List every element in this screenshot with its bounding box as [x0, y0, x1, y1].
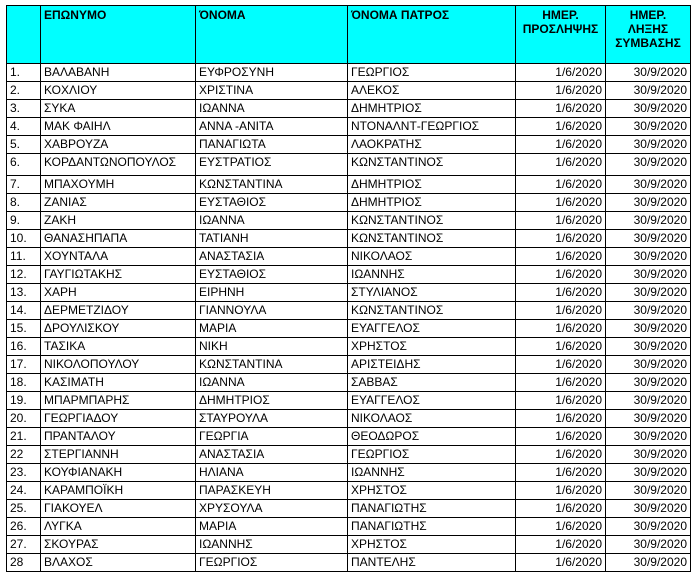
row-number: 7. [7, 176, 41, 194]
table-row [7, 212, 691, 230]
hire-date-cell: 1/6/2020 [516, 446, 606, 464]
first-name-cell: ΕΥΣΤΑΘΙΟΣ [196, 266, 348, 284]
end-date-cell: 30/9/2020 [606, 154, 691, 176]
end-date-cell: 30/9/2020 [606, 284, 691, 302]
father-name-cell: ΔΗΜΗΤΡΙΟΣ [348, 194, 516, 212]
table-row [7, 284, 691, 302]
row-number: 19. [7, 392, 41, 410]
surname-cell: ΔΡΟΥΛΙΣΚΟΥ [41, 320, 196, 338]
father-name-cell: ΣΤΥΛΙΑΝΟΣ [348, 284, 516, 302]
row-number: 22 [7, 446, 41, 464]
table-row [7, 176, 691, 194]
first-name-cell: ΑΝΑΣΤΑΣΙΑ [196, 248, 348, 266]
end-date-cell: 30/9/2020 [606, 194, 691, 212]
father-name-cell: ΝΙΚΟΛΑΟΣ [348, 248, 516, 266]
hire-date-cell: 1/6/2020 [516, 266, 606, 284]
first-name-cell: ΔΗΜΗΤΡΙΟΣ [196, 392, 348, 410]
employee-table [6, 5, 691, 572]
first-name-cell: ΓΙΑΝΝΟΥΛΑ [196, 302, 348, 320]
row-number: 11. [7, 248, 41, 266]
father-name-cell: ΑΛΕΚΟΣ [348, 82, 516, 100]
table-row [7, 154, 691, 176]
surname-cell: ΜΑΚ ΦΑΙΗΛ [41, 118, 196, 136]
first-name-cell: ΕΥΣΤΡΑΤΙΟΣ [196, 154, 348, 176]
first-name-cell: ΑΝΝΑ -ΑΝΙΤΑ [196, 118, 348, 136]
father-name-cell: ΚΩΝΣΤΑΝΤΙΝΟΣ [348, 154, 516, 176]
row-number: 28 [7, 554, 41, 572]
row-number: 25. [7, 500, 41, 518]
surname-cell: ΓΙΑΚΟΥΕΛ [41, 500, 196, 518]
father-name-cell: ΚΩΝΣΤΑΝΤΙΝΟΣ [348, 212, 516, 230]
table-header [7, 6, 691, 64]
end-date-cell: 30/9/2020 [606, 554, 691, 572]
row-number: 12. [7, 266, 41, 284]
surname-cell: ΒΑΛΑΒΑΝΗ [41, 64, 196, 82]
surname-cell: ΧΑΒΡΟΥΖΑ [41, 136, 196, 154]
row-number: 8. [7, 194, 41, 212]
first-name-cell: ΝΙΚΗ [196, 338, 348, 356]
hire-date-cell: 1/6/2020 [516, 518, 606, 536]
row-number: 2. [7, 82, 41, 100]
end-date-cell: 30/9/2020 [606, 392, 691, 410]
first-name-cell: ΕΥΦΡΟΣΥΝΗ [196, 64, 348, 82]
end-date-cell: 30/9/2020 [606, 536, 691, 554]
hire-date-cell: 1/6/2020 [516, 302, 606, 320]
surname-cell: ΚΟΡΔΑΝΤΩΝΟΠΟΥΛΟΣ [41, 154, 196, 176]
father-name-cell: ΚΩΝΣΤΑΝΤΙΝΟΣ [348, 230, 516, 248]
hire-date-cell: 1/6/2020 [516, 136, 606, 154]
hire-date-cell: 1/6/2020 [516, 392, 606, 410]
table-row [7, 518, 691, 536]
first-name-cell: ΕΥΣΤΑΘΙΟΣ [196, 194, 348, 212]
end-date-cell: 30/9/2020 [606, 230, 691, 248]
end-date-cell: 30/9/2020 [606, 518, 691, 536]
hire-date-cell: 1/6/2020 [516, 410, 606, 428]
row-number: 20. [7, 410, 41, 428]
row-number: 3. [7, 100, 41, 118]
father-name-cell: ΔΗΜΗΤΡΙΟΣ [348, 176, 516, 194]
surname-cell: ΧΑΡΗ [41, 284, 196, 302]
table-row [7, 248, 691, 266]
hire-date-cell: 1/6/2020 [516, 230, 606, 248]
first-name-cell: ΚΩΝΣΤΑΝΤΙΝΑ [196, 176, 348, 194]
father-name-cell: ΝΤΟΝΑΛΝΤ-ΓΕΩΡΓΙΟΣ [348, 118, 516, 136]
end-date-cell: 30/9/2020 [606, 500, 691, 518]
hire-date-cell: 1/6/2020 [516, 154, 606, 176]
end-date-cell: 30/9/2020 [606, 302, 691, 320]
row-number: 16. [7, 338, 41, 356]
surname-cell: ΣΚΟΥΡΑΣ [41, 536, 196, 554]
table-row [7, 374, 691, 392]
hire-date-cell: 1/6/2020 [516, 82, 606, 100]
surname-cell: ΧΟΥΝΤΑΛΑ [41, 248, 196, 266]
end-date-cell: 30/9/2020 [606, 118, 691, 136]
end-date-cell: 30/9/2020 [606, 464, 691, 482]
first-name-cell: ΠΑΡΑΣΚΕΥΗ [196, 482, 348, 500]
row-number: 6. [7, 154, 41, 176]
end-date-cell: 30/9/2020 [606, 176, 691, 194]
surname-cell: ΣΤΕΡΓΙΑΝΝΗ [41, 446, 196, 464]
end-date-cell: 30/9/2020 [606, 248, 691, 266]
first-name-cell: ΤΑΤΙΑΝΗ [196, 230, 348, 248]
table-row [7, 482, 691, 500]
father-name-cell: ΝΙΚΟΛΑΟΣ [348, 410, 516, 428]
table-row [7, 230, 691, 248]
surname-cell: ΓΑΥΓΙΩΤΑΚΗΣ [41, 266, 196, 284]
table-row [7, 82, 691, 100]
end-date-cell: 30/9/2020 [606, 100, 691, 118]
hire-date-cell: 1/6/2020 [516, 284, 606, 302]
first-name-cell: ΧΡΥΣΟΥΛΑ [196, 500, 348, 518]
end-date-cell: 30/9/2020 [606, 410, 691, 428]
father-name-cell: ΛΑΟΚΡΑΤΗΣ [348, 136, 516, 154]
end-date-cell: 30/9/2020 [606, 136, 691, 154]
row-number: 9. [7, 212, 41, 230]
hire-date-cell: 1/6/2020 [516, 338, 606, 356]
hire-date-cell: 1/6/2020 [516, 248, 606, 266]
hire-date-cell: 1/6/2020 [516, 320, 606, 338]
first-name-cell: ΚΩΝΣΤΑΝΤΙΝΑ [196, 356, 348, 374]
father-name-cell: ΠΑΝΑΓΙΩΤΗΣ [348, 518, 516, 536]
father-name-cell: ΚΩΝΣΤΑΝΤΙΝΟΣ [348, 302, 516, 320]
father-name-cell: ΔΗΜΗΤΡΙΟΣ [348, 100, 516, 118]
father-name-cell: ΠΑΝΤΕΛΗΣ [348, 554, 516, 572]
table-row [7, 464, 691, 482]
surname-cell: ΚΟΥΦΙΑΝΑΚΗ [41, 464, 196, 482]
table-row [7, 64, 691, 82]
row-number: 1. [7, 64, 41, 82]
hire-date-cell: 1/6/2020 [516, 356, 606, 374]
row-number: 15. [7, 320, 41, 338]
end-date-cell: 30/9/2020 [606, 320, 691, 338]
hire-date-cell: 1/6/2020 [516, 536, 606, 554]
table-row [7, 428, 691, 446]
header-end-date: ΗΜΕΡ. ΛΗΞΗΣ ΣΥΜΒΑΣΗΣ [606, 6, 691, 64]
table-row [7, 554, 691, 572]
first-name-cell: ΠΑΝΑΓΙΩΤΑ [196, 136, 348, 154]
first-name-cell: ΑΝΑΣΤΑΣΙΑ [196, 446, 348, 464]
first-name-cell: ΙΩΑΝΝΑ [196, 374, 348, 392]
hire-date-cell: 1/6/2020 [516, 482, 606, 500]
surname-cell: ΖΑΚΗ [41, 212, 196, 230]
end-date-cell: 30/9/2020 [606, 338, 691, 356]
hire-date-cell: 1/6/2020 [516, 500, 606, 518]
first-name-cell: ΜΑΡΙΑ [196, 320, 348, 338]
row-number: 4. [7, 118, 41, 136]
father-name-cell: ΘΕΟΔΩΡΟΣ [348, 428, 516, 446]
table-row [7, 118, 691, 136]
father-name-cell: ΧΡΗΣΤΟΣ [348, 536, 516, 554]
header-father-name: ΌΝΟΜΑ ΠΑΤΡΟΣ [348, 6, 516, 64]
row-number: 13. [7, 284, 41, 302]
table-row [7, 410, 691, 428]
surname-cell: ΜΠΑΧΟΥΜΗ [41, 176, 196, 194]
end-date-cell: 30/9/2020 [606, 374, 691, 392]
hire-date-cell: 1/6/2020 [516, 428, 606, 446]
first-name-cell: ΓΕΩΡΓΙΟΣ [196, 554, 348, 572]
first-name-cell: ΙΩΑΝΝΑ [196, 100, 348, 118]
first-name-cell: ΕΙΡΗΝΗ [196, 284, 348, 302]
table-row [7, 302, 691, 320]
father-name-cell: ΕΥΑΓΓΕΛΟΣ [348, 320, 516, 338]
surname-cell: ΚΟΧΛΙΟΥ [41, 82, 196, 100]
surname-cell: ΚΑΣΙΜΑΤΗ [41, 374, 196, 392]
hire-date-cell: 1/6/2020 [516, 212, 606, 230]
row-number: 14. [7, 302, 41, 320]
surname-cell: ΘΑΝΑΣΗΠΑΠΑ [41, 230, 196, 248]
end-date-cell: 30/9/2020 [606, 266, 691, 284]
hire-date-cell: 1/6/2020 [516, 100, 606, 118]
surname-cell: ΠΡΑΝΤΑΛΟΥ [41, 428, 196, 446]
header-surname: ΕΠΩΝΥΜΟ [41, 6, 196, 64]
surname-cell: ΔΕΡΜΕΤΖΙΔΟΥ [41, 302, 196, 320]
row-number: 24. [7, 482, 41, 500]
end-date-cell: 30/9/2020 [606, 64, 691, 82]
surname-cell: ΜΠΑΡΜΠΑΡΗΣ [41, 392, 196, 410]
table-row [7, 500, 691, 518]
father-name-cell: ΓΕΩΡΓΙΟΣ [348, 446, 516, 464]
table-row [7, 446, 691, 464]
surname-cell: ΤΑΣΙΚΑ [41, 338, 196, 356]
hire-date-cell: 1/6/2020 [516, 118, 606, 136]
header-first-name: ΌΝΟΜΑ [196, 6, 348, 64]
hire-date-cell: 1/6/2020 [516, 64, 606, 82]
father-name-cell: ΧΡΗΣΤΟΣ [348, 338, 516, 356]
hire-date-cell: 1/6/2020 [516, 464, 606, 482]
father-name-cell: ΑΡΙΣΤΕΙΔΗΣ [348, 356, 516, 374]
first-name-cell: ΗΛΙΑΝΑ [196, 464, 348, 482]
surname-cell: ΝΙΚΟΛΟΠΟΥΛΟΥ [41, 356, 196, 374]
table-body [7, 64, 691, 572]
father-name-cell: ΙΩΑΝΝΗΣ [348, 266, 516, 284]
end-date-cell: 30/9/2020 [606, 212, 691, 230]
surname-cell: ΖΑΝΙΑΣ [41, 194, 196, 212]
table-row [7, 338, 691, 356]
surname-cell: ΚΑΡΑΜΠΟΪΚΗ [41, 482, 196, 500]
end-date-cell: 30/9/2020 [606, 482, 691, 500]
first-name-cell: ΧΡΙΣΤΙΝΑ [196, 82, 348, 100]
table-row [7, 194, 691, 212]
surname-cell: ΣΥΚΑ [41, 100, 196, 118]
first-name-cell: ΜΑΡΙΑ [196, 518, 348, 536]
table-row [7, 392, 691, 410]
surname-cell: ΒΛΑΧΟΣ [41, 554, 196, 572]
end-date-cell: 30/9/2020 [606, 356, 691, 374]
table-row [7, 536, 691, 554]
father-name-cell: ΣΑΒΒΑΣ [348, 374, 516, 392]
father-name-cell: ΠΑΝΑΓΙΩΤΗΣ [348, 500, 516, 518]
hire-date-cell: 1/6/2020 [516, 374, 606, 392]
header-number [7, 6, 41, 64]
hire-date-cell: 1/6/2020 [516, 194, 606, 212]
row-number: 10. [7, 230, 41, 248]
header-hire-date: ΗΜΕΡ. ΠΡΟΣΛΗΨΗΣ [516, 6, 606, 64]
table-row [7, 266, 691, 284]
row-number: 21. [7, 428, 41, 446]
first-name-cell: ΙΩΑΝΝΑ [196, 212, 348, 230]
hire-date-cell: 1/6/2020 [516, 554, 606, 572]
table-row [7, 136, 691, 154]
end-date-cell: 30/9/2020 [606, 446, 691, 464]
surname-cell: ΛΥΓΚΑ [41, 518, 196, 536]
header-row [7, 6, 691, 64]
surname-cell: ΓΕΩΡΓΙΑΔΟΥ [41, 410, 196, 428]
row-number: 27. [7, 536, 41, 554]
father-name-cell: ΙΩΑΝΝΗΣ [348, 464, 516, 482]
table-row [7, 320, 691, 338]
hire-date-cell: 1/6/2020 [516, 176, 606, 194]
row-number: 26. [7, 518, 41, 536]
father-name-cell: ΧΡΗΣΤΟΣ [348, 482, 516, 500]
row-number: 17. [7, 356, 41, 374]
table-row [7, 356, 691, 374]
row-number: 18. [7, 374, 41, 392]
father-name-cell: ΓΕΩΡΓΙΟΣ [348, 64, 516, 82]
first-name-cell: ΣΤΑΥΡΟΥΛΑ [196, 410, 348, 428]
row-number: 23. [7, 464, 41, 482]
first-name-cell: ΙΩΑΝΝΗΣ [196, 536, 348, 554]
end-date-cell: 30/9/2020 [606, 82, 691, 100]
first-name-cell: ΓΕΩΡΓΙΑ [196, 428, 348, 446]
row-number: 5. [7, 136, 41, 154]
table-row [7, 100, 691, 118]
end-date-cell: 30/9/2020 [606, 428, 691, 446]
father-name-cell: ΕΥΑΓΓΕΛΟΣ [348, 392, 516, 410]
